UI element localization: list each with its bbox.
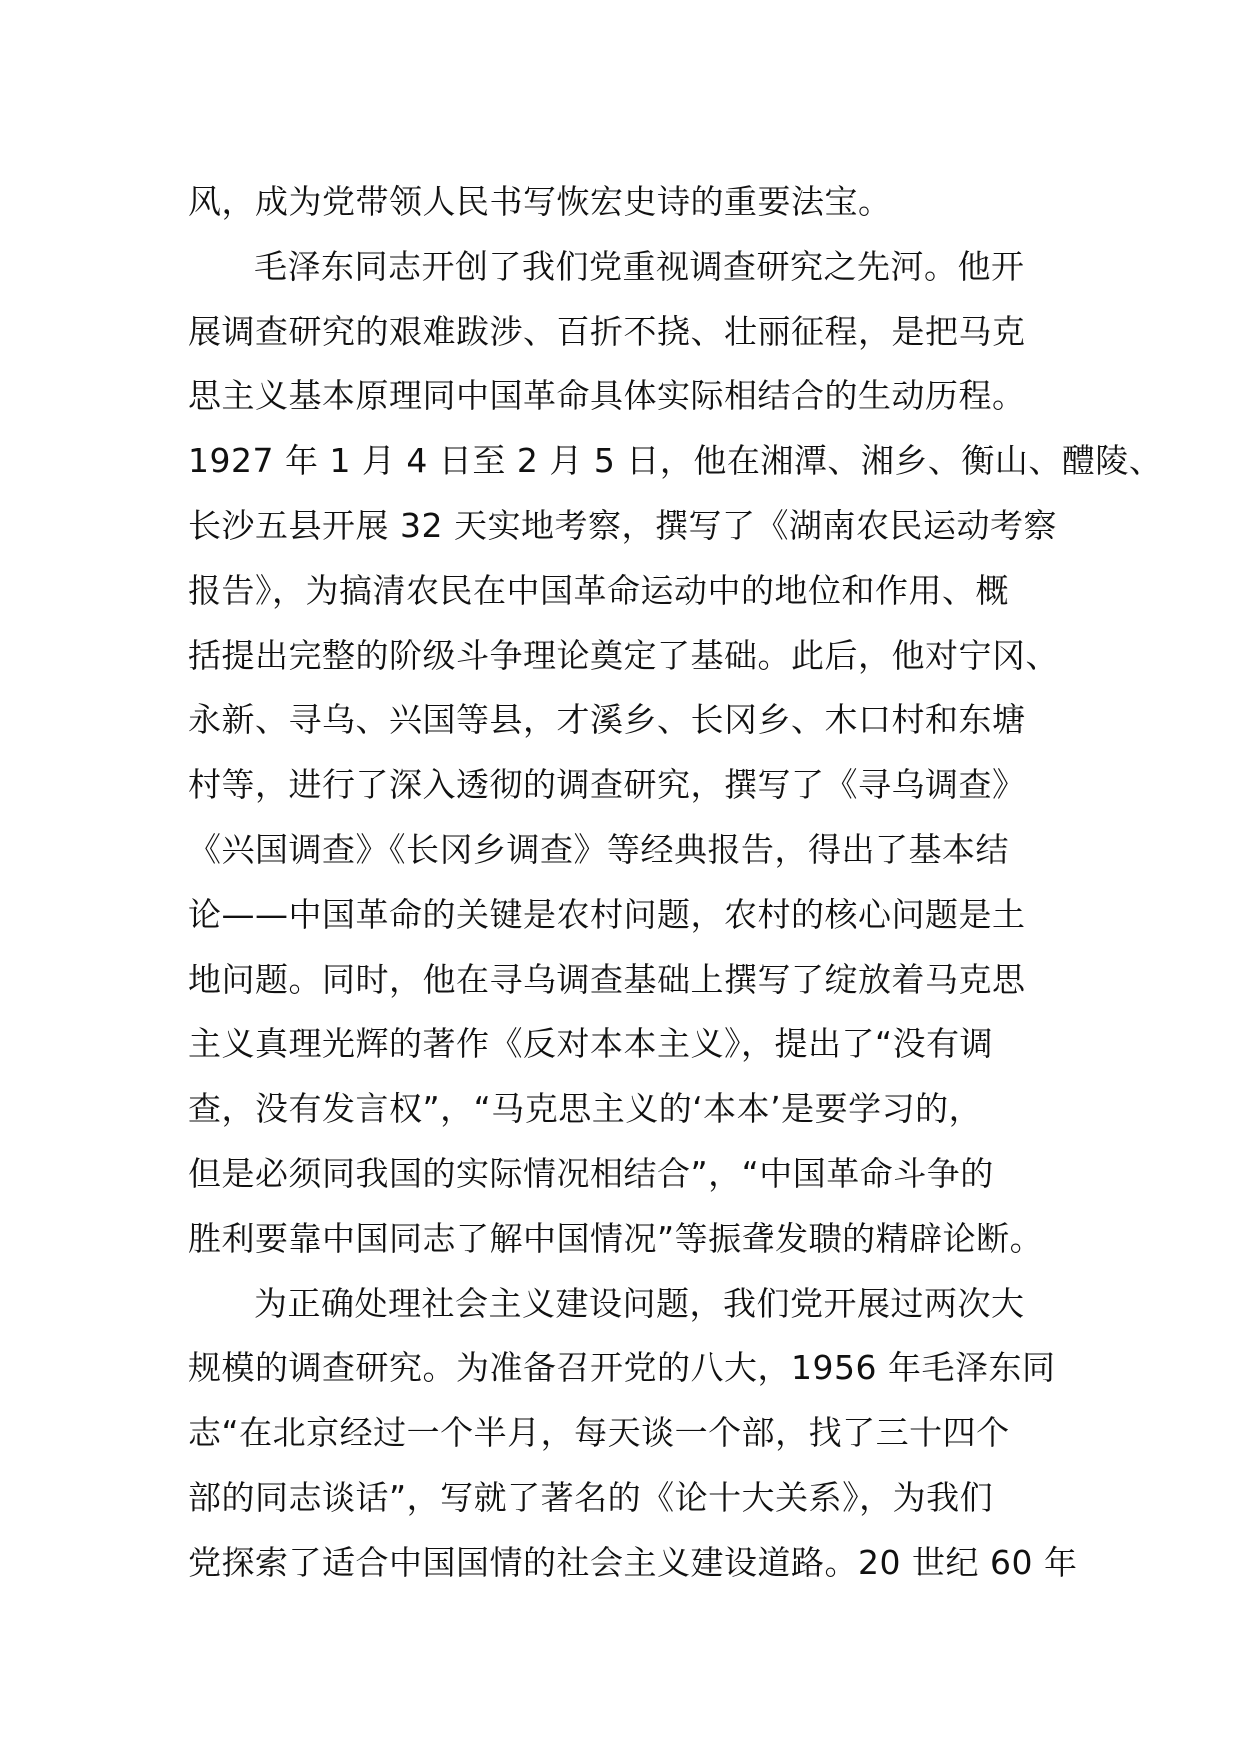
text-line: 但是必须同我国的实际情况相结合”，“中国革命斗争的 [188, 1153, 994, 1193]
text-line: 毛泽东同志开创了我们党重视调查研究之先河。他开 [254, 246, 1025, 286]
text-line: 展调查研究的艰难跋涉、百折不挠、壮丽征程，是把马克 [188, 311, 1026, 351]
text-line: 风，成为党带领人民书写恢宏史诗的重要法宝。 [188, 182, 892, 221]
body-text [188, 170, 1163, 1596]
text-line: 志“在北京经过一个半月，每天谈一个部，找了三十四个 [188, 1413, 1010, 1453]
text-line: 为正确处理社会主义建设问题，我们党开展过两次大 [254, 1283, 1025, 1323]
text-line: 1927 年 1 月 4 日至 2 月 5 日，他在湘潭、湘乡、衡山、醴陵、 [188, 441, 1163, 481]
text-line: 查，没有发言权”，“马克思主义的‘本本’是要学习的， [188, 1089, 983, 1129]
text-line: 部的同志谈话”，写就了著名的《论十大关系》，为我们 [188, 1477, 994, 1517]
text-line: 报告》，为搞清农民在中国革命运动中的地位和作用、概 [188, 570, 1009, 610]
text-line: 主义真理光辉的著作《反对本本主义》，提出了“没有调 [188, 1024, 994, 1064]
text-line: 村等，进行了深入透彻的调查研究，撰写了《寻乌调查》 [188, 765, 1026, 805]
text-line: 长沙五县开展 32 天实地考察，撰写了《湖南农民运动考察 [188, 505, 1057, 545]
text-line: 括提出完整的阶级斗争理论奠定了基础。此后，他对宁冈、 [188, 635, 1059, 675]
text-line: 规模的调查研究。为准备召开党的八大，1956 年毛泽东同 [188, 1348, 1056, 1388]
text-line: 永新、寻乌、兴国等县，才溪乡、长冈乡、木口村和东塘 [188, 700, 1026, 740]
text-line: 思主义基本原理同中国革命具体实际相结合的生动历程。 [188, 376, 1026, 416]
text-line: 胜利要靠中国同志了解中国情况”等振聋发聩的精辟论断。 [188, 1218, 1044, 1258]
text-line: 党探索了适合中国国情的社会主义建设道路。20 世纪 60 年 [188, 1542, 1078, 1582]
text-line: 论——中国革命的关键是农村问题，农村的核心问题是土 [188, 894, 1026, 934]
text-line: 《兴国调查》《长冈乡调查》等经典报告，得出了基本结 [188, 829, 1009, 869]
text-line: 地问题。同时，他在寻乌调查基础上撰写了绽放着马克思 [188, 959, 1026, 999]
